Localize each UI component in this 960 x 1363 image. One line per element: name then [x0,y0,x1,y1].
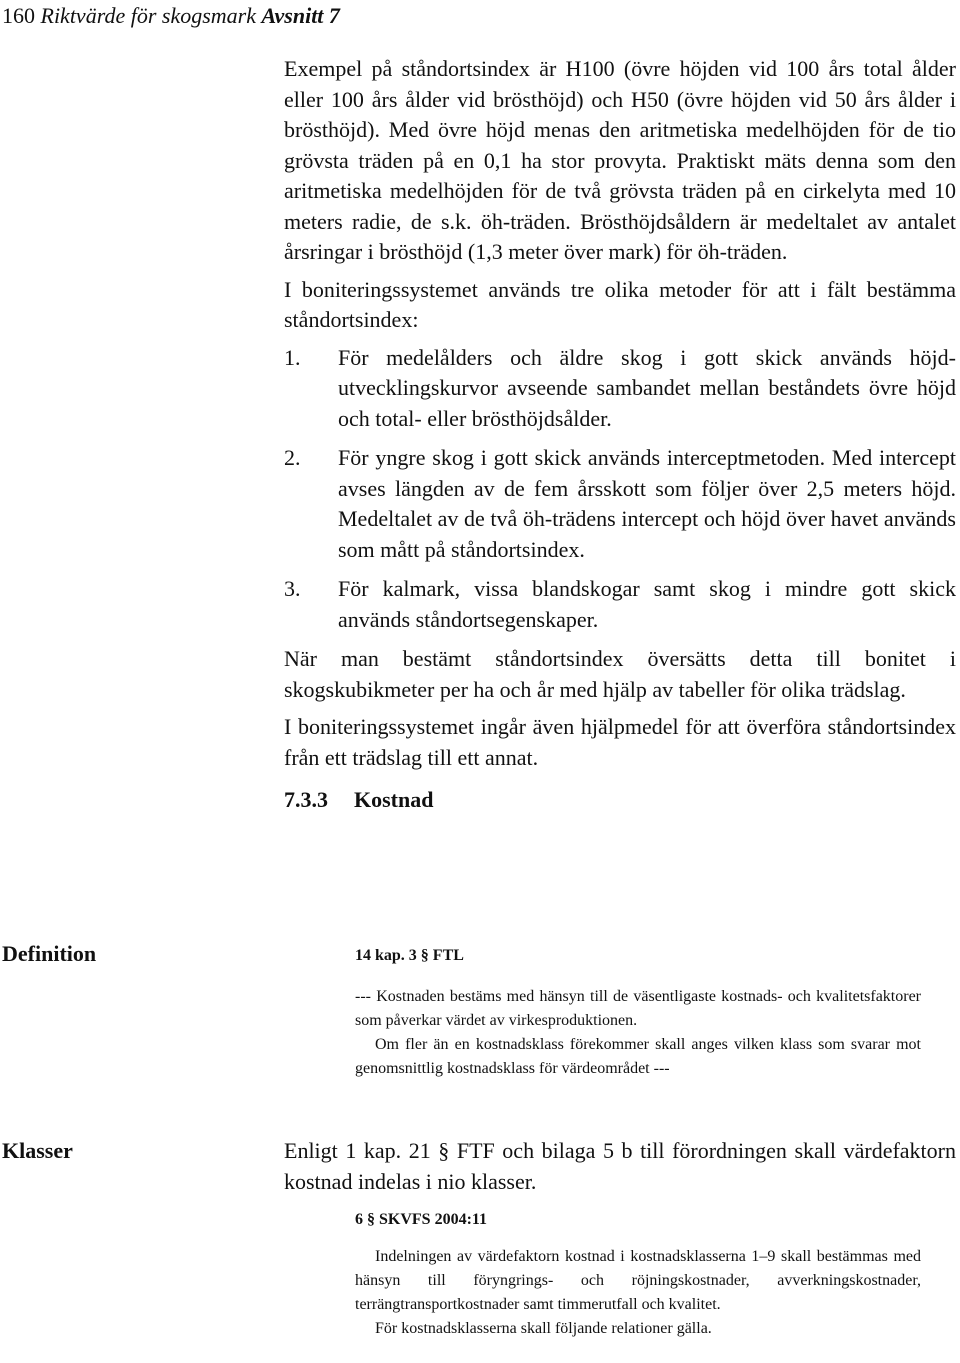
section-heading [284,785,956,815]
list-item-text: För yngre skog i gott skick används interceptmetoden. Med intercept avses längden av de fem årsskott som följer över 2,5 meters höjd. Medeltalet av de två öh-trädens intercept och höjd över havet används som mått på ståndortsindex. [338,445,956,562]
regulation-quote [355,1245,921,1341]
running-header [2,2,340,30]
law-quote [355,985,921,1081]
margin-label-klasser: Klasser [2,1138,73,1163]
law-reference: 14 kap. 3 § FTL [355,947,464,964]
regulation-reference: 6 § SKVFS 2004:11 [355,1211,488,1228]
section-number: 7.3.3 [284,787,328,812]
header-section: Avsnitt 7 [261,3,340,28]
main-text [284,54,956,815]
section-title: Kostnad [354,787,434,812]
list-item [284,443,956,565]
klasser-block [284,1136,956,1341]
methods-list [284,343,956,636]
list-item-number: 2. [284,445,301,470]
list-item-text: För kalmark, vissa blandskogar samt skog i mindre gott skick används ståndortsegenskaper. [338,576,956,632]
law-quote-paragraph: --- Kostnaden bestäms med hänsyn till de väsentligaste kostnads- och kvalitetsfaktorer som påverkar värdet av virkesproduktionen. [355,988,921,1029]
paragraph-bonitet: När man bestämt ståndortsindex översätts detta till bonitet i skogskubikmeter per ha och år med hjälp av tabeller för olika trädslag. [284,646,956,702]
list-item-text: För medelålders och äldre skog i gott skick används höjdutvecklingskurvor avseende sambandet mellan beståndets övre höjd och total- eller brösthöjdsålder. [338,344,956,431]
definition-block [355,945,921,1081]
paragraph-tools: I boniteringssystemet ingår även hjälpmedel för att överföra ståndortsindex från ett trädslag till ett annat. [284,714,956,770]
list-item-number: 1. [284,344,301,370]
paragraph-klasser: Enligt 1 kap. 21 § FTF och bilaga 5 b till förordningen skall värdefaktorn kostnad indelas i nio klasser. [284,1138,956,1194]
margin-label-definition: Definition [2,941,97,966]
page-number: 160 [2,3,35,28]
regulation-quote-paragraph: Indelningen av värdefaktorn kostnad i kostnadsklasserna 1–9 skall bestämmas med hänsyn till föryngrings- och röjningskostnader, avverkningskostnader, terrängtransportkostnader samt timmerutfall och kvalitet. [355,1248,921,1313]
paragraph-site-index: Exempel på ståndortsindex är H100 (övre höjden vid 100 års total ålder eller 100 års ålder vid brösthöjd) och H50 (övre höjden vid 50 års ålder i brösthöjd). Med övre höjd menas den aritmetiska medelhöjden för de tio grövsta träden på en 0,1 ha stor provyta. Praktiskt mäts denna som den aritmetiska medelhöjden för de två grövsta träden på en cirkelyta med 10 meters radie, de s.k. öh-träden. Brösthöjdsåldern är medeltalet av antalet årsringar i brösthöjd (1,3 meter över mark) för öh-träden. [284,56,956,264]
law-quote-paragraph: Om fler än en kostnadsklass förekommer skall anges vilken klass som svarar mot genomsnittlig kostnadsklass för värdeområdet --- [355,1036,921,1077]
header-title: Riktvärde för skogsmark [40,3,256,28]
paragraph-methods-intro: I boniteringssystemet används tre olika metoder för att i fält bestämma ståndortsindex: [284,276,956,332]
regulation-quote-paragraph: För kostnadsklasserna skall följande relationer gälla. [375,1320,712,1337]
list-item-number: 3. [284,576,301,601]
regulation-block [355,1209,956,1341]
list-item [284,574,956,635]
list-item [284,343,956,435]
